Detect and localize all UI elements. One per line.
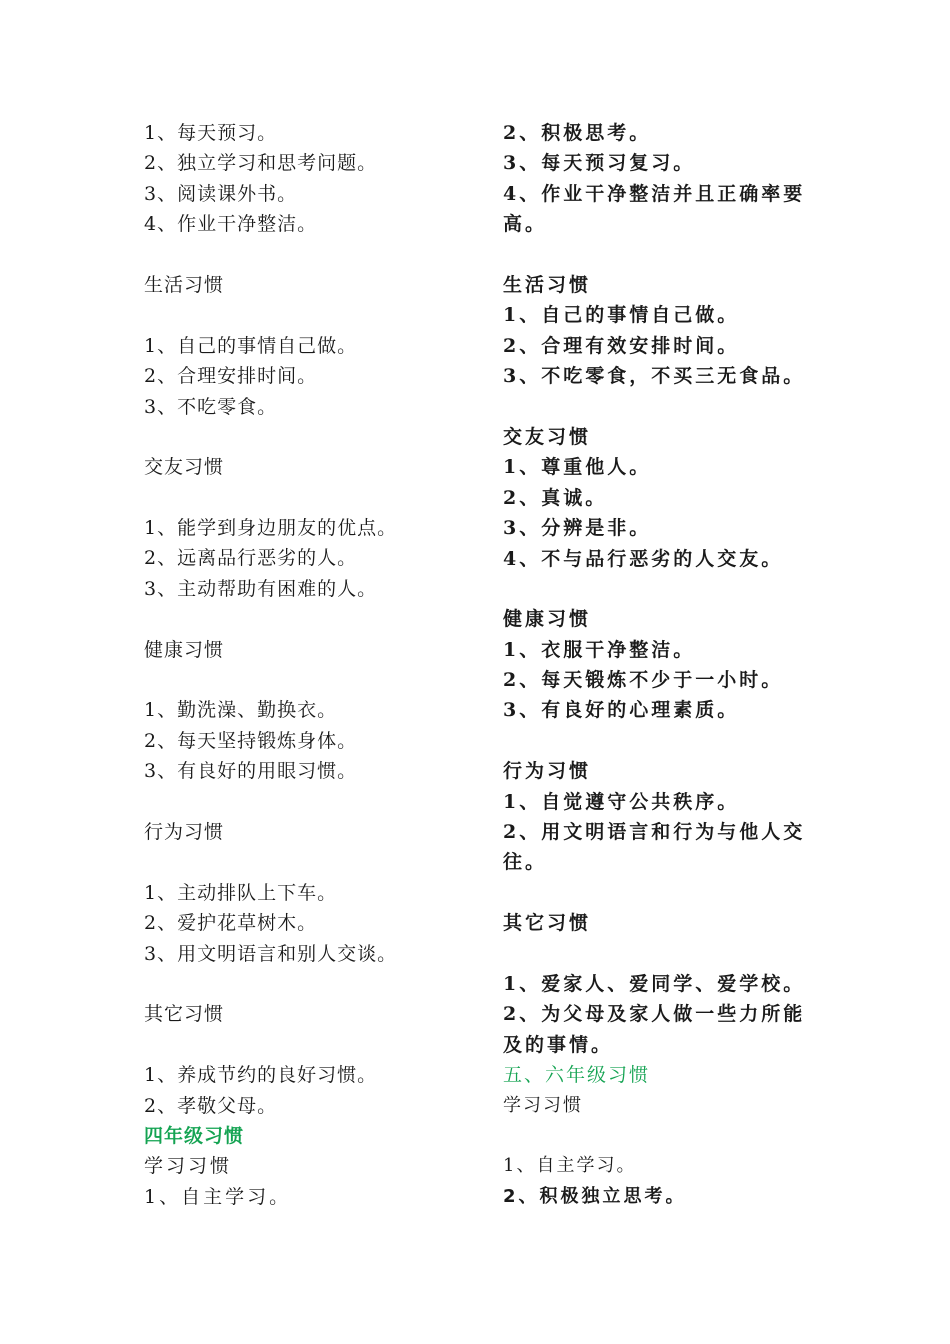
list-item: 1、爱家人、爱同学、爱学校。 — [503, 973, 806, 995]
list-item: 3、不吃零食。 — [144, 395, 278, 418]
list-item: 1、养成节约的良好习惯。 — [144, 1064, 378, 1087]
grade4-study-heading: 学习习惯 — [144, 1155, 233, 1178]
list-item: 3、有良好的心理素质。 — [503, 699, 740, 722]
list-item: 4、作业干净整洁。 — [144, 213, 318, 236]
right-column — [503, 118, 813, 1212]
list-item: 2、合理有效安排时间。 — [503, 334, 740, 357]
list-item: 3、主动帮助有困难的人。 — [144, 577, 378, 600]
section-heading-behavior: 行为习惯 — [144, 820, 225, 843]
list-item: 2、独立学习和思考问题。 — [144, 152, 378, 175]
section-heading-behavior: 行为习惯 — [503, 760, 592, 783]
grade56-study-heading: 学习习惯 — [503, 1094, 583, 1116]
list-item: 1、衣服干净整洁。 — [503, 638, 696, 661]
list-item: 1、主动排队上下车。 — [144, 881, 338, 904]
list-item: 2、每天锻炼不少于一小时。 — [503, 669, 784, 692]
list-item: 1、自主学习。 — [144, 1185, 292, 1208]
list-item: 1、每天预习。 — [144, 122, 278, 144]
list-item: 1、尊重他人。 — [503, 456, 652, 479]
list-item: 2、孝敬父母。 — [144, 1094, 278, 1117]
list-item: 2、积极独立思考。 — [503, 1185, 687, 1207]
list-item: 3、分辨是非。 — [503, 517, 652, 540]
left-column — [144, 118, 464, 1212]
list-item: 3、有良好的用眼习惯。 — [144, 760, 358, 783]
section-heading-friend: 交友习惯 — [144, 456, 225, 479]
list-item: 1、勤洗澡、勤换衣。 — [144, 699, 338, 722]
list-item: 3、用文明语言和别人交谈。 — [144, 942, 398, 965]
section-heading-friend: 交友习惯 — [503, 425, 592, 448]
list-item: 1、自己的事情自己做。 — [503, 304, 740, 327]
section-heading-health: 健康习惯 — [144, 638, 225, 661]
section-heading-life: 生活习惯 — [144, 273, 225, 296]
list-item: 4、作业干净整洁并且正确率要高。 — [503, 182, 806, 236]
section-heading-health: 健康习惯 — [503, 608, 592, 631]
list-item: 3、阅读课外书。 — [144, 182, 298, 205]
list-item: 2、用文明语言和行为与他人交往。 — [503, 821, 806, 874]
list-item: 2、真诚。 — [503, 486, 608, 509]
list-item: 1、自主学习。 — [503, 1155, 637, 1177]
list-item: 2、合理安排时间。 — [144, 365, 318, 388]
grade4-heading: 四年级习惯 — [144, 1124, 245, 1147]
list-item: 2、每天坚持锻炼身体。 — [144, 729, 358, 752]
list-item: 4、不与品行恶劣的人交友。 — [503, 547, 784, 570]
list-item: 2、为父母及家人做一些力所能及的事情。 — [503, 1003, 806, 1056]
list-item: 3、不吃零食，不买三无食品。 — [503, 365, 806, 388]
list-item: 1、自觉遵守公共秩序。 — [503, 790, 740, 813]
list-item: 2、积极思考。 — [503, 122, 652, 144]
grade56-heading: 五、六年级习惯 — [503, 1064, 651, 1087]
list-item: 1、能学到身边朋友的优点。 — [144, 517, 398, 540]
list-item: 1、自己的事情自己做。 — [144, 334, 358, 357]
section-heading-other: 其它习惯 — [503, 912, 592, 935]
list-item: 2、爱护花草树木。 — [144, 912, 318, 935]
list-item: 3、每天预习复习。 — [503, 152, 696, 175]
section-heading-other: 其它习惯 — [144, 1003, 225, 1026]
section-heading-life: 生活习惯 — [503, 273, 592, 296]
list-item: 2、远离品行恶劣的人。 — [144, 547, 358, 570]
